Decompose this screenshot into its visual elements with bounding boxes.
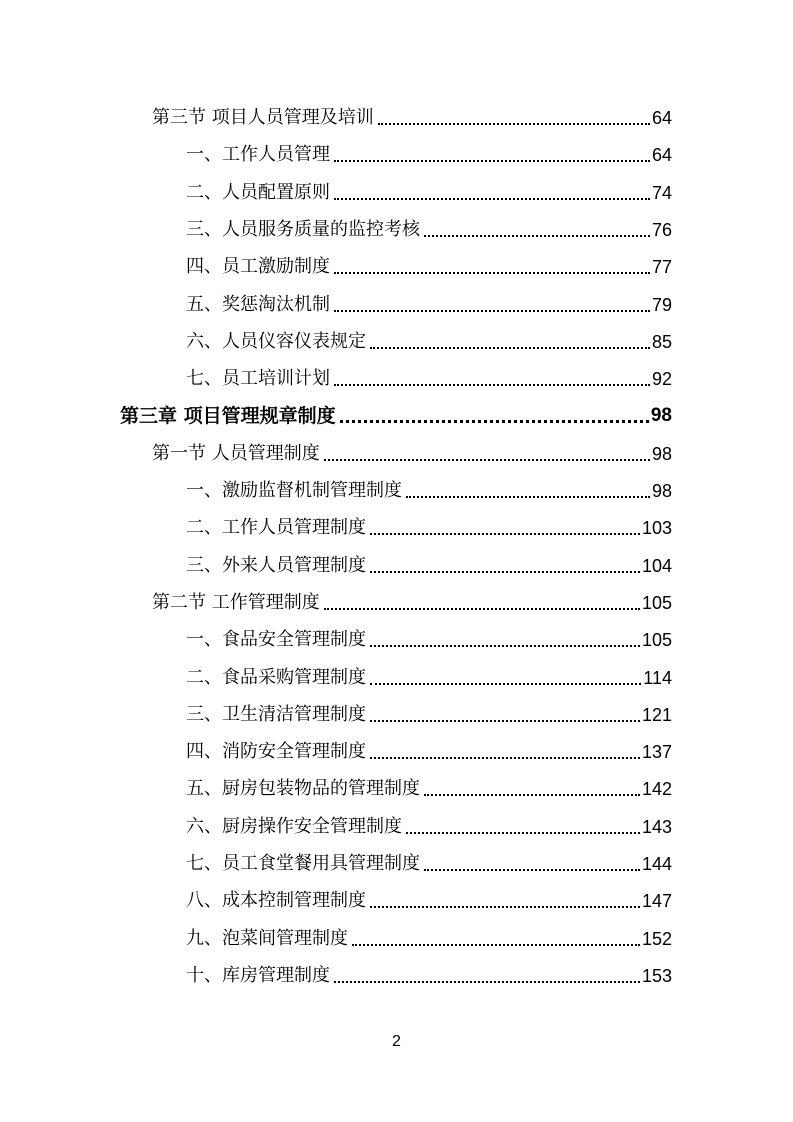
dot-leader: [424, 794, 640, 796]
dot-leader: [370, 533, 640, 535]
toc-entry-title: 九、泡菜间管理制度: [186, 927, 348, 949]
toc-item-entry[interactable]: [186, 323, 672, 353]
dot-leader: [424, 235, 650, 237]
toc-entry-page-number: 74: [651, 182, 672, 203]
page-number: 2: [392, 1033, 401, 1050]
toc-entry-title: 七、员工培训计划: [186, 368, 330, 390]
dot-leader: [378, 123, 650, 125]
toc-entry-page-number: 152: [641, 928, 672, 949]
toc-entry-page-number: 76: [651, 219, 672, 240]
toc-item-entry[interactable]: [186, 509, 672, 539]
toc-entry-page-number: 77: [651, 257, 672, 278]
toc-entry-page-number: 104: [641, 555, 672, 576]
toc-entry-title: 二、工作人员管理制度: [186, 517, 366, 539]
dot-leader: [352, 944, 640, 946]
toc-entry-title: 三、卫生清洁管理制度: [186, 703, 366, 725]
toc-entry-title: 第二节 工作管理制度: [152, 591, 320, 613]
toc-entry-page-number: 103: [641, 518, 672, 539]
dot-leader: [334, 198, 650, 200]
toc-entry-page-number: 143: [641, 816, 672, 837]
toc-section-entry[interactable]: [152, 584, 672, 614]
toc-item-entry[interactable]: [186, 136, 672, 166]
toc-section-entry[interactable]: [152, 435, 672, 465]
dot-leader: [324, 608, 640, 610]
toc-entry-page-number: 114: [643, 667, 672, 688]
toc-item-entry[interactable]: [186, 733, 672, 763]
toc-entry-page-number: 64: [651, 108, 672, 128]
toc-entry-title: 三、人员服务质量的监控考核: [186, 218, 420, 240]
toc-entry-title: 六、厨房操作安全管理制度: [186, 815, 402, 837]
toc-item-entry[interactable]: [186, 770, 672, 800]
toc-item-entry[interactable]: [186, 882, 672, 912]
toc-item-entry[interactable]: [186, 174, 672, 204]
toc-entry-page-number: 64: [651, 145, 672, 166]
dot-leader: [334, 384, 650, 386]
toc-entry-title: 第三节 项目人员管理及培训: [152, 107, 374, 128]
dot-leader: [370, 906, 640, 908]
dot-leader: [370, 757, 640, 759]
toc-entry-title: 一、工作人员管理: [186, 144, 330, 166]
toc-entry-title: 四、员工激励制度: [186, 256, 330, 278]
dot-leader: [370, 720, 640, 722]
toc-entry-title: 十、库房管理制度: [186, 964, 330, 986]
toc-entry-page-number: 98: [651, 481, 672, 501]
toc-item-entry[interactable]: [186, 472, 672, 502]
toc-entry-title: 二、人员配置原则: [186, 181, 330, 203]
toc-entry-title: 六、人员仪容仪表规定: [186, 330, 366, 352]
toc-item-entry[interactable]: [186, 957, 672, 987]
toc-entry-title: 二、食品采购管理制度: [186, 666, 366, 688]
toc-item-entry[interactable]: [186, 248, 672, 278]
dot-leader: [424, 869, 640, 871]
dot-leader: [324, 459, 650, 461]
toc-item-entry[interactable]: [186, 286, 672, 316]
toc-entry-page-number: 98: [651, 443, 672, 464]
toc-item-entry[interactable]: [186, 696, 672, 726]
dot-leader: [406, 496, 650, 498]
toc-item-entry[interactable]: [186, 920, 672, 950]
toc-entry-title: 第一节 人员管理制度: [152, 442, 320, 464]
toc-entry-page-number: 144: [641, 854, 672, 874]
toc-item-entry[interactable]: [186, 547, 672, 577]
toc-item-entry[interactable]: [186, 211, 672, 241]
toc-entry-page-number: 105: [641, 630, 672, 651]
toc-entry-title: 五、奖惩淘汰机制: [186, 293, 330, 315]
toc-entry-page-number: 137: [641, 742, 672, 763]
dot-leader: [406, 832, 640, 834]
toc-entry-page-number: 147: [641, 891, 672, 912]
toc-entry-title: 一、食品安全管理制度: [186, 629, 366, 651]
toc-entry-title: 七、员工食堂餐用具管理制度: [186, 853, 420, 874]
toc-entry-title: 四、消防安全管理制度: [186, 741, 366, 763]
toc-entry-title: 第三章 项目管理规章制度: [120, 405, 336, 428]
toc-item-entry[interactable]: [186, 621, 672, 651]
dot-leader: [334, 310, 650, 312]
dot-leader: [334, 981, 640, 983]
dot-leader: [334, 272, 650, 274]
toc-section-entry[interactable]: [152, 99, 672, 129]
dot-leader: [370, 645, 640, 647]
toc-entry-page-number: 121: [641, 704, 672, 725]
dot-leader: [340, 420, 649, 423]
toc-item-entry[interactable]: [186, 659, 672, 689]
toc-entry-title: 八、成本控制管理制度: [186, 890, 366, 912]
toc-entry-page-number: 153: [641, 965, 672, 986]
toc-entry-page-number: 85: [651, 331, 672, 352]
toc-entry-page-number: 79: [651, 294, 672, 315]
toc-chapter-entry[interactable]: [120, 397, 672, 427]
toc-entry-title: 三、外来人员管理制度: [186, 554, 366, 576]
toc-entry-title: 一、激励监督机制管理制度: [186, 480, 402, 501]
toc-item-entry[interactable]: [186, 360, 672, 390]
dot-leader: [334, 160, 650, 162]
dot-leader: [370, 347, 650, 349]
toc-entry-page-number: 98: [650, 405, 672, 427]
dot-leader: [370, 683, 641, 685]
toc-item-entry[interactable]: [186, 808, 672, 838]
toc-item-entry[interactable]: [186, 845, 672, 875]
dot-leader: [370, 571, 640, 573]
toc-entry-page-number: 142: [641, 779, 672, 800]
toc-entry-title: 五、厨房包装物品的管理制度: [186, 778, 420, 800]
toc-entry-page-number: 105: [641, 592, 672, 613]
toc-entry-page-number: 92: [651, 369, 672, 390]
